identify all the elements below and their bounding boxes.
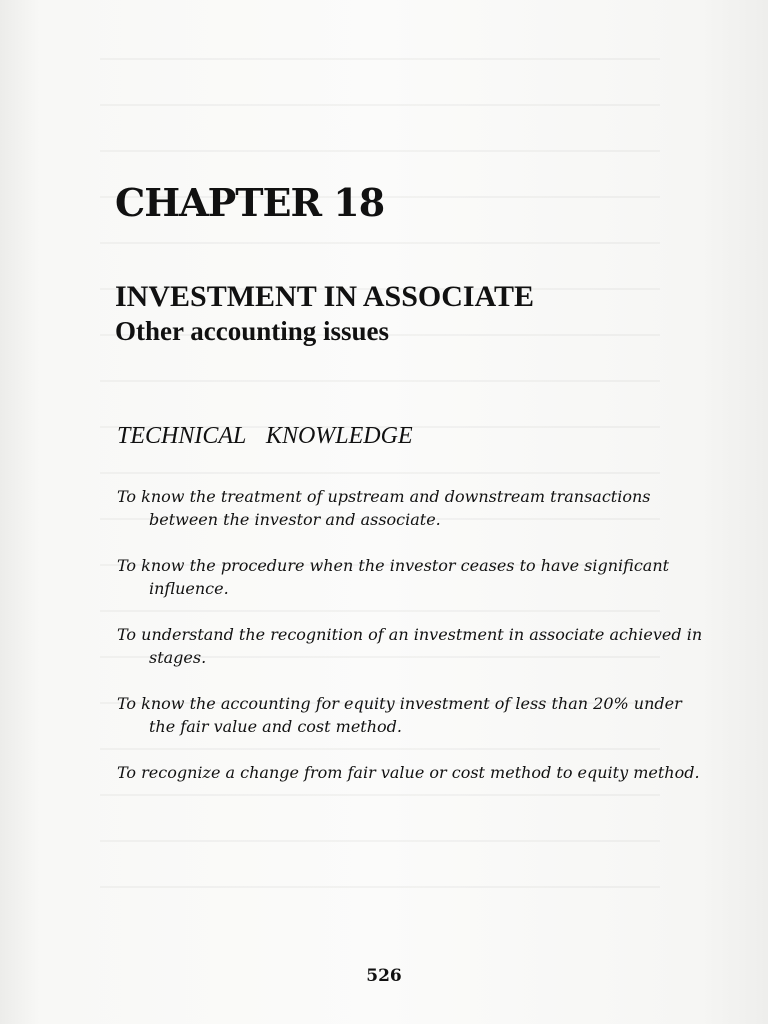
- chapter-heading: CHAPTER 18: [115, 180, 385, 225]
- objective-item: To understand the recognition of an investment in associate achieved in stages.: [117, 625, 703, 667]
- objective-item: To know the procedure when the investor ceases to have significant influence.: [117, 556, 670, 598]
- objective-item: To know the accounting for equity investment of less than 20% under the fair value and cost method.: [117, 694, 682, 736]
- chapter-subtitle: Other accounting issues: [115, 316, 390, 346]
- objective-item: To know the treatment of upstream and downstream transactions between the investor and associate.: [117, 487, 651, 529]
- section-heading: TECHNICAL KNOWLEDGE: [117, 423, 413, 449]
- objective-item: To recognize a change from fair value or cost method to equity method.: [117, 763, 700, 782]
- chapter-title: INVESTMENT IN ASSOCIATE: [115, 280, 535, 313]
- page-number: 526: [366, 966, 402, 986]
- objectives-list: [117, 485, 707, 807]
